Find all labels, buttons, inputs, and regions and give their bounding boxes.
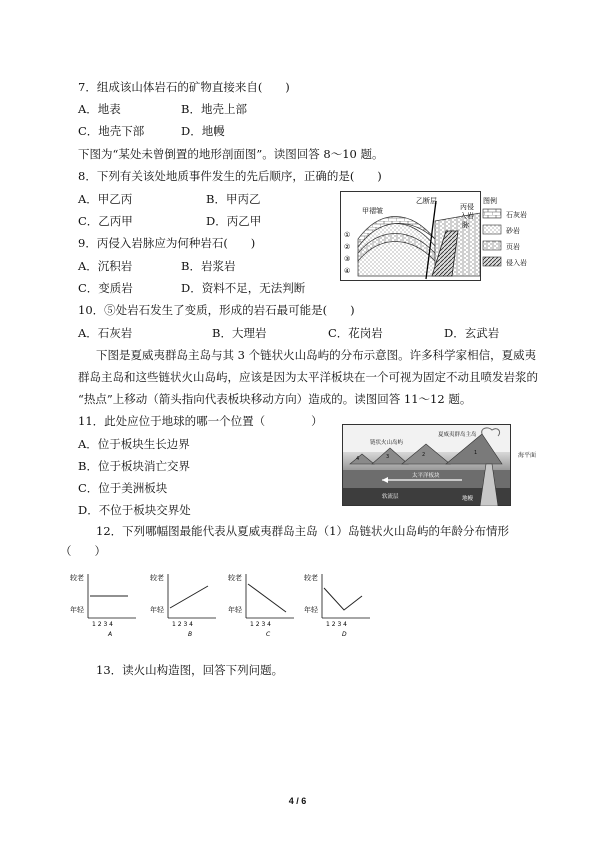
- label-pacific-plate: 太平洋板块: [412, 473, 440, 479]
- marker-3: ③: [344, 255, 351, 263]
- geologic-cross-section-figure: [340, 191, 550, 281]
- q8-option-b: B．甲丙乙: [206, 192, 261, 206]
- q8-option-a: A．甲乙丙: [78, 192, 133, 206]
- intro-8-10: 下图为“某处未曾倒置的地形剖面图”。读图回答 8～10 题。: [78, 147, 384, 161]
- island-number-2: 2: [422, 452, 426, 458]
- x-tick-labels: 1 2 3 4: [250, 621, 271, 628]
- graph-letter: D: [342, 631, 347, 638]
- q12-stem: 12．下列哪幅图最能代表从夏威夷群岛主岛（1）岛链状火山岛屿的年龄分布情形: [96, 524, 509, 538]
- age-graph-b: [150, 568, 222, 638]
- legend-limestone: 石灰岩: [506, 211, 527, 219]
- graph-letter: A: [108, 631, 113, 638]
- island-number-3: 3: [386, 454, 390, 460]
- marker-4: ④: [344, 267, 351, 275]
- q12-answer-paren: （ ）: [60, 544, 106, 558]
- legend-intrusive: 侵入岩: [506, 259, 527, 267]
- q7-stem: 7．组成该山体岩石的矿物直接来自( ): [78, 80, 290, 94]
- age-graph-d: [304, 568, 376, 638]
- legend-sandstone: 砂岩: [506, 227, 520, 235]
- q10-option-b: B．大理岩: [212, 326, 267, 340]
- q9-option-c: C．变质岩: [78, 281, 133, 295]
- y-label-older: 较老: [70, 574, 84, 582]
- age-trend-line: [248, 584, 286, 612]
- y-label-older: 较老: [228, 574, 242, 582]
- q8-option-c: C．乙丙甲: [78, 214, 133, 228]
- y-label-older: 较老: [150, 574, 164, 582]
- legend-swatch-limestone: [483, 209, 501, 218]
- label-bing-2: 入岩: [460, 212, 474, 220]
- q8-option-d: D．丙乙甲: [206, 214, 262, 228]
- age-graph-a: [70, 568, 142, 638]
- hawaii-hotspot-figure: [342, 424, 557, 506]
- q10-option-a: A．石灰岩: [78, 326, 133, 340]
- q11-option-a: A．位于板块生长边界: [78, 437, 190, 451]
- label-jia-fold: 甲褶皱: [362, 207, 383, 215]
- graph-letter: C: [266, 631, 271, 638]
- island-number-1: 1: [474, 450, 478, 456]
- age-graph-c: [228, 568, 300, 638]
- q10-option-d: D．玄武岩: [444, 326, 500, 340]
- label-bing-3: 脉: [462, 221, 469, 229]
- label-mantle: 地幔: [462, 496, 474, 502]
- age-trend-line: [170, 586, 208, 608]
- q10-stem: 10．⑤处岩石发生了变质，形成的岩石最可能是( ): [78, 303, 355, 317]
- q11-option-d: D．不位于板块交界处: [78, 503, 191, 517]
- intro-11-12-line2: 群岛主岛和这些链状火山岛屿，应该是因为太平洋板块在一个可视为固定不动且喷发岩浆的: [78, 370, 538, 384]
- q11-option-b: B．位于板块消亡交界: [78, 459, 190, 473]
- q9-option-a: A．沉积岩: [78, 259, 133, 273]
- marker-2: ②: [344, 243, 351, 251]
- q13-stem: 13．读火山构造图，回答下列问题。: [96, 663, 284, 677]
- legend-shale: 页岩: [506, 243, 520, 251]
- q9-option-b: B．岩浆岩: [181, 259, 236, 273]
- island-number-4: 4: [356, 456, 360, 462]
- intro-11-12-line1: 下图是夏威夷群岛主岛与其 3 个链状火山岛屿的分布示意图。许多科学家相信，夏威夷: [96, 348, 537, 362]
- x-tick-labels: 1 2 3 4: [172, 621, 193, 628]
- legend-swatch-sandstone: [483, 225, 501, 234]
- q7-option-a: A．地表: [78, 102, 121, 116]
- legend-swatch-intrusive: [483, 257, 501, 266]
- y-label-younger: 年轻: [228, 606, 242, 614]
- y-label-younger: 年轻: [70, 606, 84, 614]
- legend-title: 图例: [483, 197, 497, 205]
- label-main-island: 夏威夷群岛主岛: [438, 432, 477, 438]
- y-label-younger: 年轻: [304, 606, 318, 614]
- intro-11-12-line3: “热点”上移动（箭头指向代表板块移动方向）造成的。读图回答 11～12 题。: [78, 392, 472, 406]
- q11-stem: 11．此处应位于地球的哪一个位置（ ）: [78, 414, 323, 428]
- graph-letter: B: [188, 631, 193, 638]
- q8-stem: 8．下列有关该处地质事件发生的先后顺序，正确的是( ): [78, 169, 382, 183]
- page-number: 4 / 6: [288, 796, 307, 806]
- legend-swatch-shale: [483, 241, 501, 250]
- q9-option-d: D．资料不足，无法判断: [181, 281, 306, 295]
- q9-stem: 9．丙侵入岩脉应为何种岩石( ): [78, 236, 256, 250]
- x-tick-labels: 1 2 3 4: [92, 621, 113, 628]
- q10-option-c: C．花岗岩: [328, 326, 383, 340]
- q7-option-d: D．地幔: [181, 124, 225, 138]
- y-label-younger: 年轻: [150, 606, 164, 614]
- age-trend-line: [324, 588, 362, 610]
- label-chain-islands: 链状火山岛屿: [370, 440, 404, 446]
- q11-option-c: C．位于美洲板块: [78, 481, 168, 495]
- label-asthenosphere: 软流层: [382, 494, 399, 500]
- q7-option-c: C．地壳下部: [78, 124, 145, 138]
- x-tick-labels: 1 2 3 4: [326, 621, 347, 628]
- label-sea-level: 海平面: [518, 452, 537, 459]
- marker-1: ①: [344, 231, 351, 239]
- y-label-older: 较老: [304, 574, 318, 582]
- label-yi-fault: 乙断层: [416, 197, 437, 205]
- label-bing-1: 丙侵: [460, 203, 474, 211]
- q7-option-b: B．地壳上部: [181, 102, 247, 116]
